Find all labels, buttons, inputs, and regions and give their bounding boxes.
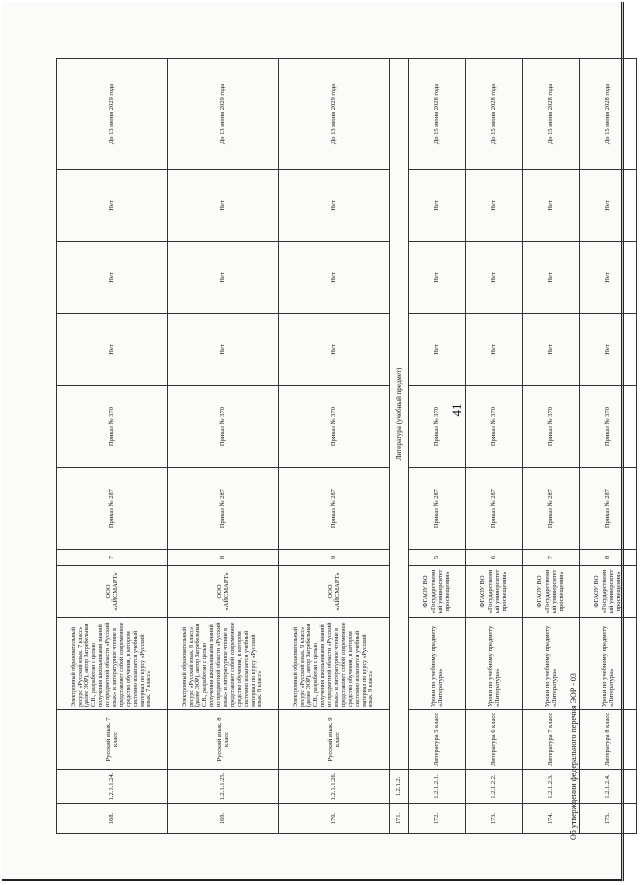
row-code: 1.2.1.2. [390, 770, 409, 804]
flag-3: Нет [279, 170, 390, 242]
order-2: Приказ № 370 [523, 386, 580, 468]
page-number: 41 [449, 403, 464, 417]
flag-2: Нет [580, 242, 637, 314]
resource-title: Литература 6 класс [466, 710, 523, 770]
order-2: Приказ № 370 [580, 386, 637, 468]
flag-2: Нет [168, 242, 279, 314]
row-code: 1.2.1.1.26. [279, 770, 390, 804]
row-code: 1.2.1.2.2. [466, 770, 523, 804]
grade: 5 [409, 550, 466, 566]
eor-table [56, 58, 637, 834]
resource-description: Уроки по учебному предмету «Литература» [466, 618, 523, 710]
deadline: До 13 июня 2029 года [57, 59, 168, 170]
order-1: Приказ № 287 [279, 468, 390, 550]
organization: ФГАОУ ВО «Государственный университет просвещения» [523, 566, 580, 618]
deadline: До 13 июня 2029 года [168, 59, 279, 170]
flag-1: Нет [466, 314, 523, 386]
flag-1: Нет [279, 314, 390, 386]
resource-title: Литература 8 класс [580, 710, 637, 770]
table-row [57, 59, 168, 834]
order-2: Приказ № 370 [409, 386, 466, 468]
resource-title: Литература 7 класс [523, 710, 580, 770]
deadline: До 15 июня 2028 года [409, 59, 466, 170]
order-1: Приказ № 287 [57, 468, 168, 550]
resource-title: Русский язык. 8 класс [168, 710, 279, 770]
order-2: Приказ № 370 [466, 386, 523, 468]
resource-title: Русский язык. 7 класс [57, 710, 168, 770]
grade: 9 [279, 550, 390, 566]
deadline: До 15 июня 2028 года [466, 59, 523, 170]
flag-1: Нет [409, 314, 466, 386]
flag-3: Нет [168, 170, 279, 242]
flag-2: Нет [279, 242, 390, 314]
row-code: 1.2.1.1.24. [57, 770, 168, 804]
organization: ФГАОУ ВО «Государственный университет просвещения» [409, 566, 466, 618]
resource-description: Электронный образовательный ресурс «Русский язык. 9 класс» (далее ЭОР), автор Загребельная С.В., разработан с целью получения школьниками знаний из предметной области «Русский язык» и литературное чтение в представляет собой современное средство обучения, в котором системно излагается учебный материал по курсу «Русский язык. 9 класс» [279, 618, 390, 710]
order-1: Приказ № 287 [409, 468, 466, 550]
resource-title: Литература 5 класс [409, 710, 466, 770]
grade: 7 [57, 550, 168, 566]
row-code: 1.2.1.2.3. [523, 770, 580, 804]
order-1: Приказ № 287 [523, 468, 580, 550]
resource-description: Уроки по учебному предмету «Литература» [580, 618, 637, 710]
order-1: Приказ № 287 [466, 468, 523, 550]
row-number: 171. [390, 804, 409, 834]
deadline: До 13 июня 2029 года [279, 59, 390, 170]
grade: 8 [580, 550, 637, 566]
flag-2: Нет [409, 242, 466, 314]
resource-description: Электронный образовательный ресурс «Русский язык. 8 класс» (далее ЭОР), автор Загребельная С.В., разработан с целью получения школьниками знаний из предметной области «Русский язык» и литературное чтение в представляет собой современное средство обучения, в котором системно излагается учебный материал по курсу «Русский язык. 8 класс» [168, 618, 279, 710]
flag-2: Нет [466, 242, 523, 314]
resource-description: Уроки по учебному предмету «Литература» [523, 618, 580, 710]
table-row [409, 59, 466, 834]
grade: 6 [466, 550, 523, 566]
flag-1: Нет [168, 314, 279, 386]
row-number: 168. [57, 804, 168, 834]
flag-3: Нет [580, 170, 637, 242]
order-2: Приказ № 370 [279, 386, 390, 468]
row-code: 1.2.1.2.4. [580, 770, 637, 804]
flag-3: Нет [523, 170, 580, 242]
flag-2: Нет [57, 242, 168, 314]
row-number: 169. [168, 804, 279, 834]
order-2: Приказ № 370 [168, 386, 279, 468]
organization: ООО «АЙСМАРТ» [168, 566, 279, 618]
table-row [580, 59, 637, 834]
section-label: Литература (учебный предмет) [390, 59, 409, 770]
flag-1: Нет [523, 314, 580, 386]
row-code: 1.2.1.2.1. [409, 770, 466, 804]
table-row [523, 59, 580, 834]
row-number: 175. [580, 804, 637, 834]
resource-description: Электронный образовательный ресурс «Русский язык. 7 класс» (далее ЭОР), автор Загребельная С.В., разработан с целью получения школьниками знаний из предметной области «Русский язык» и литературное чтение в представляет собой современное средство обучения, в котором системно излагается учебный материал по курсу «Русский язык. 7 класс» [57, 618, 168, 710]
deadline: До 15 июня 2028 года [523, 59, 580, 170]
row-number: 173. [466, 804, 523, 834]
deadline: До 15 июня 2028 года [580, 59, 637, 170]
flag-3: Нет [57, 170, 168, 242]
organization: ООО «АЙСМАРТ» [279, 566, 390, 618]
order-1: Приказ № 287 [168, 468, 279, 550]
resource-description: Уроки по учебному предмету «Литература» [409, 618, 466, 710]
row-code: 1.2.1.1.25. [168, 770, 279, 804]
row-number: 172. [409, 804, 466, 834]
organization: ФГАОУ ВО «Государственный университет просвещения» [580, 566, 637, 618]
grade: 8 [168, 550, 279, 566]
order-1: Приказ № 287 [580, 468, 637, 550]
resource-title: Русский язык. 9 класс [279, 710, 390, 770]
organization: ООО «АЙСМАРТ» [57, 566, 168, 618]
table-row [279, 59, 390, 834]
document-page [2, 2, 624, 881]
section-row [390, 59, 409, 834]
row-number: 170. [279, 804, 390, 834]
flag-1: Нет [57, 314, 168, 386]
footer-note: Об утверждении федерального перечня ЭОР - 03 [569, 673, 578, 840]
flag-3: Нет [409, 170, 466, 242]
table-row [168, 59, 279, 834]
organization: ФГАОУ ВО «Государственный университет просвещения» [466, 566, 523, 618]
flag-1: Нет [580, 314, 637, 386]
order-2: Приказ № 370 [57, 386, 168, 468]
flag-3: Нет [466, 170, 523, 242]
flag-2: Нет [523, 242, 580, 314]
row-number: 174. [523, 804, 580, 834]
grade: 7 [523, 550, 580, 566]
table-row [466, 59, 523, 834]
